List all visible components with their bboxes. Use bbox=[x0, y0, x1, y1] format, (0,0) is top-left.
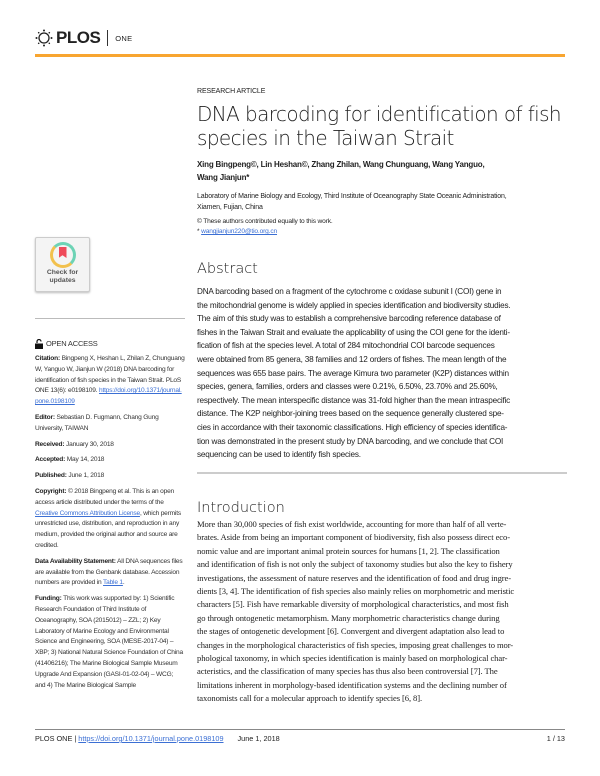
title-line: species in the Taiwan Strait bbox=[197, 126, 454, 150]
text-line: More than 30,000 species of fish exist worldwide, accounting for more than half of all verte- bbox=[197, 519, 507, 529]
equal-contribution-note: © These authors contributed equally to this work. bbox=[197, 218, 333, 225]
funding-label: Funding: bbox=[35, 595, 62, 603]
published-label: Published: bbox=[35, 472, 67, 480]
text-line: and identification of fish is not only the subject of taxonomy studies but also the key to fishery bbox=[197, 559, 513, 570]
text-line: dients [3, 4]. The identification of fish species also mainly relies on morphometric and meristic bbox=[197, 586, 515, 597]
text-line: tion was demonstrated in the present study by DNA barcoding, and we conclude that COI bbox=[197, 436, 504, 446]
author-line: Xing Bingpeng©, Lin Heshan©, Zhang Zhilan, Wang Chunguang, Wang Yanguo, bbox=[197, 160, 485, 169]
logo-divider bbox=[107, 30, 108, 46]
published-date: June 1, 2018 bbox=[68, 472, 105, 480]
text-line: acteristics, and the classification of many species has thus also been controversial [7]. The bbox=[197, 666, 498, 677]
citation bbox=[35, 354, 185, 408]
text-line: respectively. The mean interspecific distance was 31-fold higher than the mean intraspecific bbox=[197, 395, 511, 405]
page-number: 1 / 13 bbox=[546, 734, 565, 743]
copyright-label: Copyright: bbox=[35, 487, 67, 495]
text-line: investigations, the assessment of nature reserves and the identification of food and drug ingre- bbox=[197, 572, 512, 583]
text-line: the mitochondrial genome is widely applied in species identification and biodiversity studies. bbox=[197, 300, 511, 310]
published bbox=[35, 471, 185, 482]
table-1-link[interactable]: Table 1 bbox=[103, 579, 123, 587]
citation-text: Bingpeng X, Heshan L, Zhilan Z, Chunguang W, Yanguo W, Jianjun W (2018) DNA barcoding for identification of fish species in the Taiwan Strait. PLoS ONE 13(6): e0198109. bbox=[35, 355, 185, 395]
badge-label: Check for bbox=[46, 269, 79, 276]
copyright bbox=[35, 487, 185, 552]
citation-doi-link[interactable]: https://doi.org/10.1371/journal.pone.0198109 bbox=[35, 387, 182, 406]
affiliation bbox=[197, 192, 567, 213]
text-line: distance. The K2P neighbor-joining trees based on the sequence generally clustered spe- bbox=[197, 409, 504, 419]
text-line: taxonomists call for a molecular approach to identify species [6, 8]. bbox=[197, 693, 423, 704]
text-line: species, genera, families, orders and classes were 0.21%, 6.50%, 23.70% and 25.60%, bbox=[197, 382, 498, 392]
header-rule bbox=[35, 54, 565, 57]
text-line: were obtained from 85 genera, 38 families and 12 orders of fishes. The mean length of the bbox=[197, 354, 507, 364]
license-link[interactable]: Creative Commons Attribution License bbox=[35, 509, 140, 517]
accepted-date: May 14, 2018 bbox=[66, 456, 105, 464]
title-line: DNA barcoding for identification of fish bbox=[197, 102, 561, 126]
text-line: limitations inherent in morphology-based identification systems and the declining number of bbox=[197, 679, 507, 690]
plos-sun-icon bbox=[35, 29, 53, 47]
crossmark-icon bbox=[50, 242, 76, 268]
author-line: Wang Jianjun* bbox=[197, 173, 250, 182]
data-availability-label: Data Availability Statement: bbox=[35, 557, 116, 565]
affiliation-line: Laboratory of Marine Biology and Ecology, Third Institute of Oceanography State Oceanic Administration, bbox=[197, 193, 507, 200]
funding-text: This work was supported by: 1) Scientific Research Foundation of Third Institute of Oceanography, SOA (2015012) – ZZL; 2) Key Laboratory of Marine Ecology and Environmental Science and Engineering, SOA (MESE-2017-04) – XBP; 3) National Natural Science Foundation of China (41406216); The Marine Biological Sample Museum Upgrade And Expansion (GASI-01-02-04) – WCG; and 4) The Marine Biological Sample bbox=[35, 595, 183, 689]
badge-label: updates bbox=[49, 276, 76, 284]
open-access-label: OPEN ACCESS bbox=[46, 339, 98, 348]
article-type: RESEARCH ARTICLE bbox=[197, 88, 266, 95]
text-line: sequencing can be used to identify fish species. bbox=[197, 450, 361, 460]
footer-date: June 1, 2018 bbox=[237, 734, 280, 743]
data-availability-text: All DNA sequences files are available from the Genbank database. Accession numbers are provided in bbox=[35, 557, 183, 587]
received bbox=[35, 440, 185, 451]
author-notes bbox=[197, 217, 567, 237]
unlocked-padlock-icon bbox=[35, 339, 43, 349]
text-line: go through ontogenetic metamorphism. Many morphometric characteristics change during bbox=[197, 612, 500, 623]
journal-name: ONE bbox=[115, 33, 133, 43]
funding bbox=[35, 594, 185, 691]
check-for-updates-button[interactable] bbox=[35, 237, 90, 292]
text-line: cies in accordance with their taxonomic classifications. High efficiency of species identifica- bbox=[197, 422, 508, 432]
abstract-divider bbox=[197, 472, 567, 474]
sidebar-divider bbox=[35, 318, 185, 319]
plos-one-logo bbox=[35, 28, 132, 48]
citation-label: Citation: bbox=[35, 355, 60, 362]
page-footer bbox=[35, 734, 565, 743]
editor-text: Sebastian D. Fugmann, Chang Gung University, TAIWAN bbox=[35, 413, 159, 432]
open-access bbox=[35, 339, 185, 350]
text-line: DNA barcoding based on a fragment of the cytochrome c oxidase subunit I (COI) gene in bbox=[197, 287, 502, 296]
data-availability bbox=[35, 557, 185, 589]
accepted-label: Accepted: bbox=[35, 456, 66, 464]
article-title bbox=[197, 102, 567, 150]
received-date: January 30, 2018 bbox=[66, 440, 114, 448]
text-line: The aim of this study was to establish a comprehensive barcoding reference database of bbox=[197, 314, 501, 324]
text-line: fication of fish at the species level. A total of 284 mitochondrial COI barcode sequences bbox=[197, 341, 495, 351]
received-label: Received: bbox=[35, 440, 65, 448]
editor bbox=[35, 413, 185, 435]
text-line: the stages of ontogenetic development [6]. Convergent and divergent adaptation also lead to bbox=[197, 626, 505, 637]
introduction-body bbox=[197, 518, 567, 706]
copyright-text: © 2018 Bingpeng et al. This is an open access article distributed under the terms of the bbox=[35, 487, 174, 506]
author-list bbox=[197, 158, 567, 184]
text-line: sequences was 655 base pairs. The average Kimura two parameter (K2P) distances within bbox=[197, 368, 509, 378]
text-line: changes in the morphological characteristics of fish species, imposing great challenges to mor- bbox=[197, 639, 514, 650]
footer-separator: | bbox=[72, 734, 79, 743]
abstract-heading: Abstract bbox=[197, 261, 258, 277]
corresponding-marker: * bbox=[197, 228, 202, 235]
brand-name: PLOS bbox=[56, 28, 101, 47]
copyright-text: , which permits unrestricted use, distribution, and reproduction in any medium, provided the original author and source are credited. bbox=[35, 509, 181, 549]
editor-label: Editor: bbox=[35, 413, 55, 421]
period: . bbox=[122, 579, 125, 587]
affiliation-line: Xiamen, Fujian, China bbox=[197, 203, 263, 211]
footer-journal: PLOS ONE bbox=[35, 734, 73, 743]
text-line: brates. Aside from being an important component of biodiversity, fish also possess direct eco- bbox=[197, 532, 510, 543]
sidebar-meta bbox=[35, 354, 185, 691]
footer-doi-link[interactable]: https://doi.org/10.1371/journal.pone.0198109 bbox=[78, 734, 224, 743]
text-line: fishes in the Taiwan Strait and evaluate the applicability of using the COI gene for the identi- bbox=[197, 327, 510, 337]
footer-rule bbox=[35, 729, 565, 730]
introduction-heading: Introduction bbox=[197, 500, 285, 516]
text-line: nomic value and are important animal protein sources for humans [1, 2]. The classification bbox=[197, 545, 500, 556]
text-line: characters [5]. Fish have remarkable diversity of morphological characteristics, and most fish bbox=[197, 599, 509, 610]
abstract-body bbox=[197, 285, 567, 462]
corresponding-email-link[interactable]: wangjianjun220@tio.org.cn bbox=[201, 228, 278, 235]
accepted bbox=[35, 455, 185, 466]
text-line: phological taxonomy, in which species identification is mainly based on morphological char- bbox=[197, 653, 508, 664]
